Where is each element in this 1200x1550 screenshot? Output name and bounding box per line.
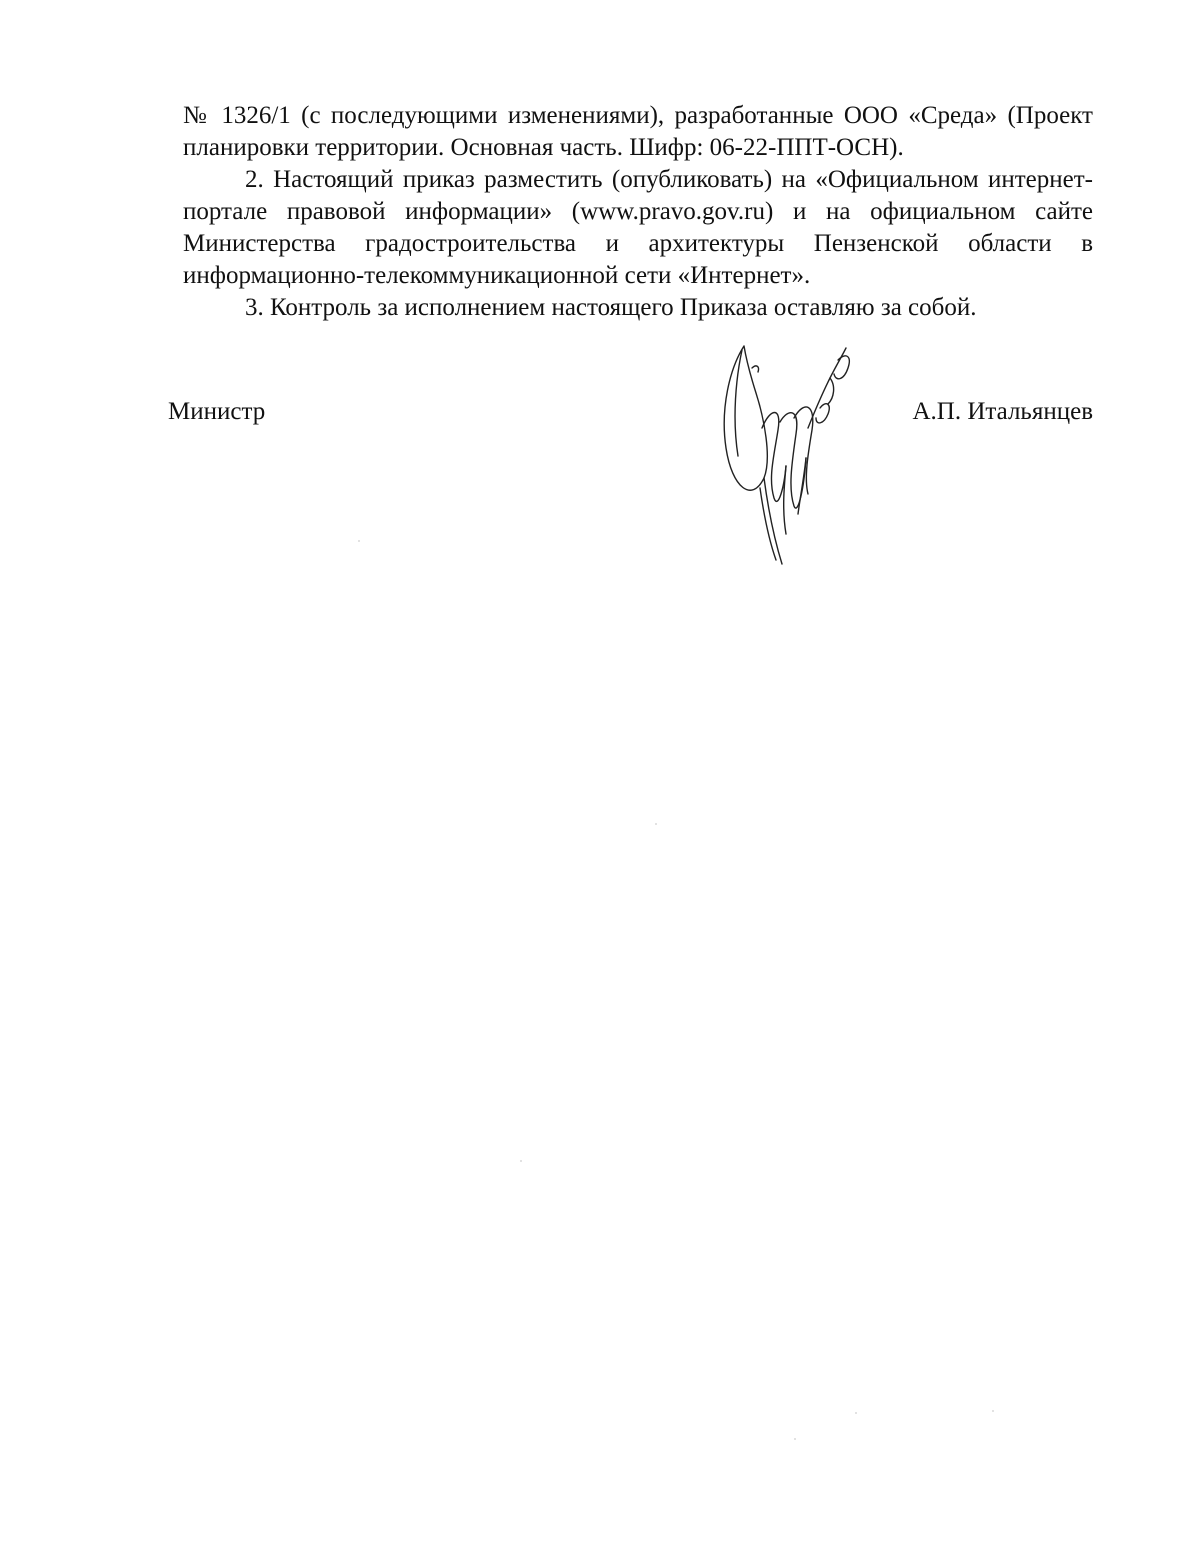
paragraph-continuation: № 1326/1 (с последующими изменениями), разработанные ООО «Среда» (Проект планировки территории. Основная часть. Шифр: 06-22-ППТ-ОСН). bbox=[183, 102, 1093, 161]
scan-speck bbox=[358, 540, 360, 542]
scan-speck bbox=[992, 1410, 994, 1412]
scan-speck bbox=[794, 1438, 796, 1440]
signature-block bbox=[168, 396, 1093, 430]
handwritten-signature bbox=[712, 338, 862, 570]
paragraph-item-2: 2. Настоящий приказ разместить (опубликовать) на «Официальном интернет-портале правовой информации» (www.pravo.gov.ru) и на официальном сайте Министерства градостроительства и архитектуры Пензенской области в информационно-телекоммуникационной сети «Интернет». bbox=[183, 166, 1093, 289]
scan-speck bbox=[655, 823, 657, 825]
scan-speck bbox=[855, 1412, 857, 1414]
scan-speck bbox=[520, 1160, 522, 1162]
paragraph-item-3: 3. Контроль за исполнением настоящего Приказа оставляю за собой. bbox=[245, 294, 977, 321]
signatory-name: А.П. Итальянцев bbox=[912, 398, 1093, 425]
signatory-title: Министр bbox=[168, 398, 266, 425]
document-body bbox=[183, 100, 1093, 324]
